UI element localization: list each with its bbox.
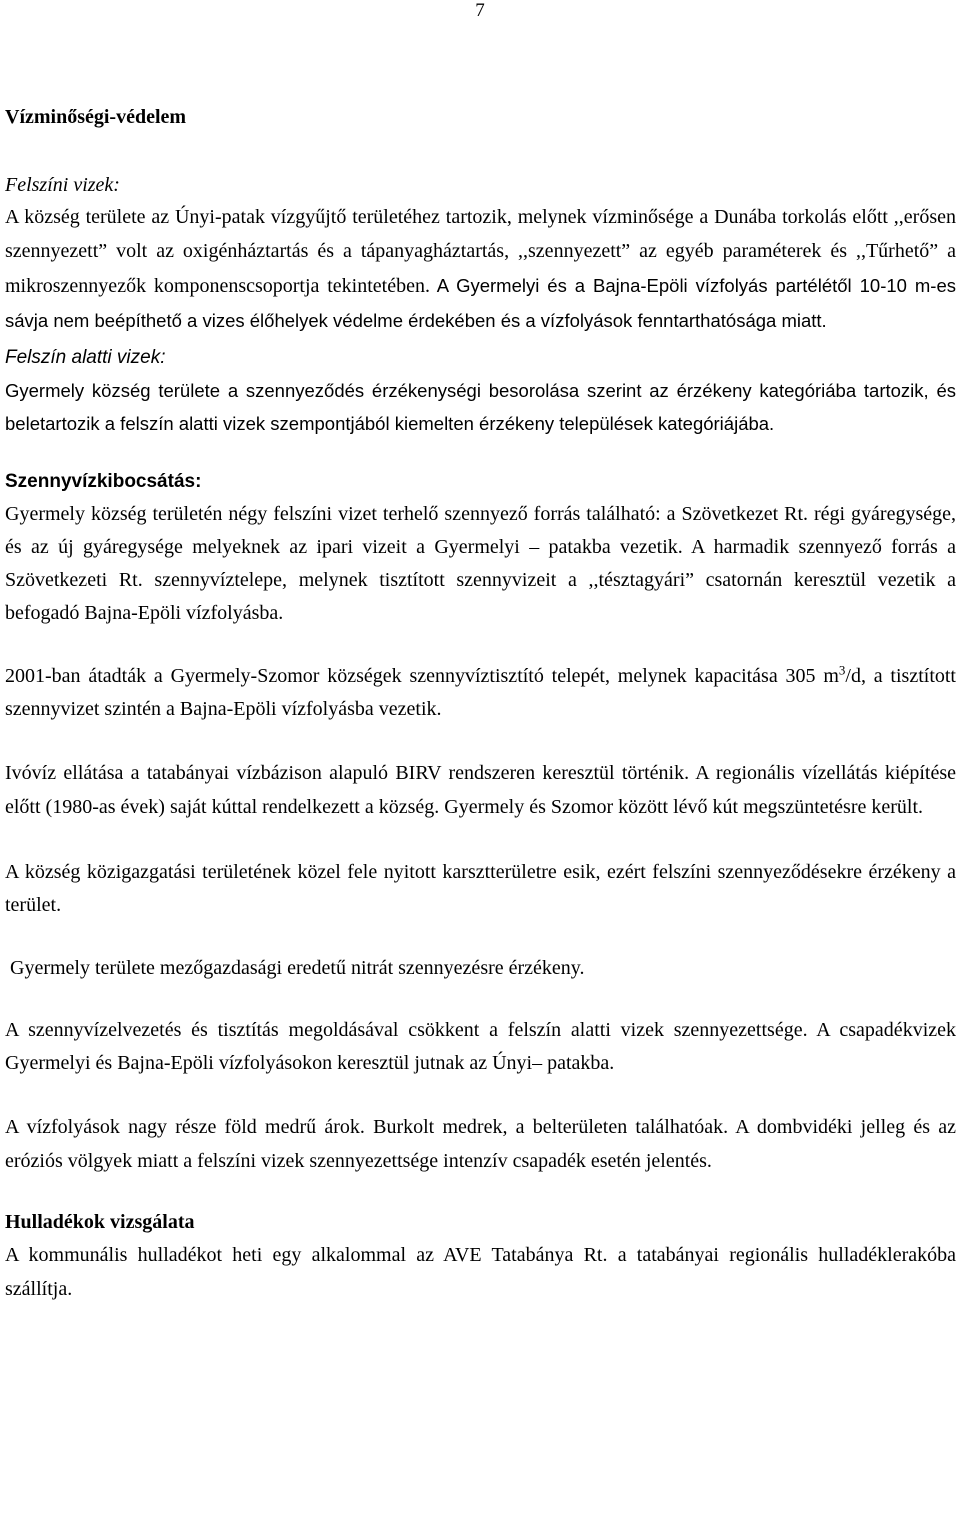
treatment-plant-paragraph [5, 660, 956, 726]
treatment-plant-text-2: /d, a tisztított szennyvizet szintén a Bajna-Epöli vízfolyásba vezetik. [5, 665, 956, 720]
subsurface-water-heading: Felszín alatti vizek: [5, 347, 166, 368]
section-title: Vízminőségi-védelem [5, 106, 187, 128]
drinking-water-paragraph: Ivóvíz ellátása a tatabányai vízbázison alapuló BIRV rendszeren keresztül történik. A regionális vízellátás kiépítése előtt (1980-as évek) saját kúttal rendelkezett a község. Gyermely és Szomor között lévő kút megszüntetésre került. [5, 762, 956, 818]
surface-water-text-1: A község területe az Únyi-patak vízgyűjtő területéhez tartozik, melynek vízminősége a Dunába torkolás előtt ,,erősen szennyezett” volt az oxigénháztartás és a tápanyagháztartás, ,,szennyezett” az egyéb paraméterek és ,,Tűrhető” a mikroszennyezők komponenscsoportja tekintetében. [5, 206, 956, 297]
sewage-paragraph: A szennyvízelvezetés és tisztítás megoldásával csökkent a felszín alatti vizek szennyezettsége. A csapadékvizek Gyermelyi és Bajna-Epöli vízfolyásokon keresztül jutnak az Únyi– patakba. [5, 1019, 956, 1074]
page-content [5, 103, 956, 1306]
treatment-plant-superscript: 3 [838, 662, 846, 678]
wastewater-paragraph: Gyermely község területén négy felszíni vizet terhelő szennyező forrás található: a Szövetkezet Rt. régi gyáregysége, és az új gyáregysége melyeknek az ipari vizeit a Gyermelyi – patakba vezetik. A harmadik szennyező forrás a Szövetkezeti Rt. szennyvíztelepe, melynek tisztított szennyvizeit a ,,tésztagyári” csatornán keresztül vezetik a befogadó Bajna-Epöli vízfolyásba. [5, 503, 956, 624]
nitrate-paragraph: Gyermely területe mezőgazdasági eredetű nitrát szennyezésre érzékeny. [5, 957, 585, 979]
subsurface-water-paragraph: Gyermely község területe a szennyeződés érzékenységi besorolása szerint az érzékeny kategóriába tartozik, és beletartozik a felszín alatti vizek szempontjából kiemelten érzékeny települések kategóriájába. [5, 380, 956, 434]
waste-paragraph: A kommunális hulladékot heti egy alkalommal az AVE Tatabánya Rt. a tatabányai regionális hulladéklerakóba szállítja. [5, 1244, 956, 1300]
surface-water-heading: Felszíni vizek: [5, 174, 120, 196]
surface-water-paragraph [5, 201, 956, 339]
waste-heading: Hulladékok vizsgálata [5, 1211, 195, 1233]
treatment-plant-text-1: 2001-ban átadták a Gyermely-Szomor községek szennyvíztisztító telepét, melynek kapacitása 305 m [5, 665, 839, 687]
page-number: 7 [475, 0, 485, 21]
wastewater-heading: Szennyvízkibocsátás: [5, 471, 202, 492]
streams-paragraph: A vízfolyások nagy része föld medrű árok. Burkolt medrek, a belterületen találhatóak. A dombvidéki jelleg és az eróziós völgyek miatt a felszíni vizek szennyezettsége intenzív csapadék esetén jelentés. [5, 1116, 956, 1172]
karst-paragraph: A község közigazgatási területének közel fele nyitott karsztterületre esik, ezért felszíni szennyeződésekre érzékeny a terület. [5, 861, 956, 916]
surface-water-text-2: A Gyermelyi és a Bajna-Epöli vízfolyás partélétől 10-10 m-es sávja nem beépíthető a vizes élőhelyek védelme érdekében és a vízfolyások fenntarthatósága miatt. [5, 275, 957, 331]
